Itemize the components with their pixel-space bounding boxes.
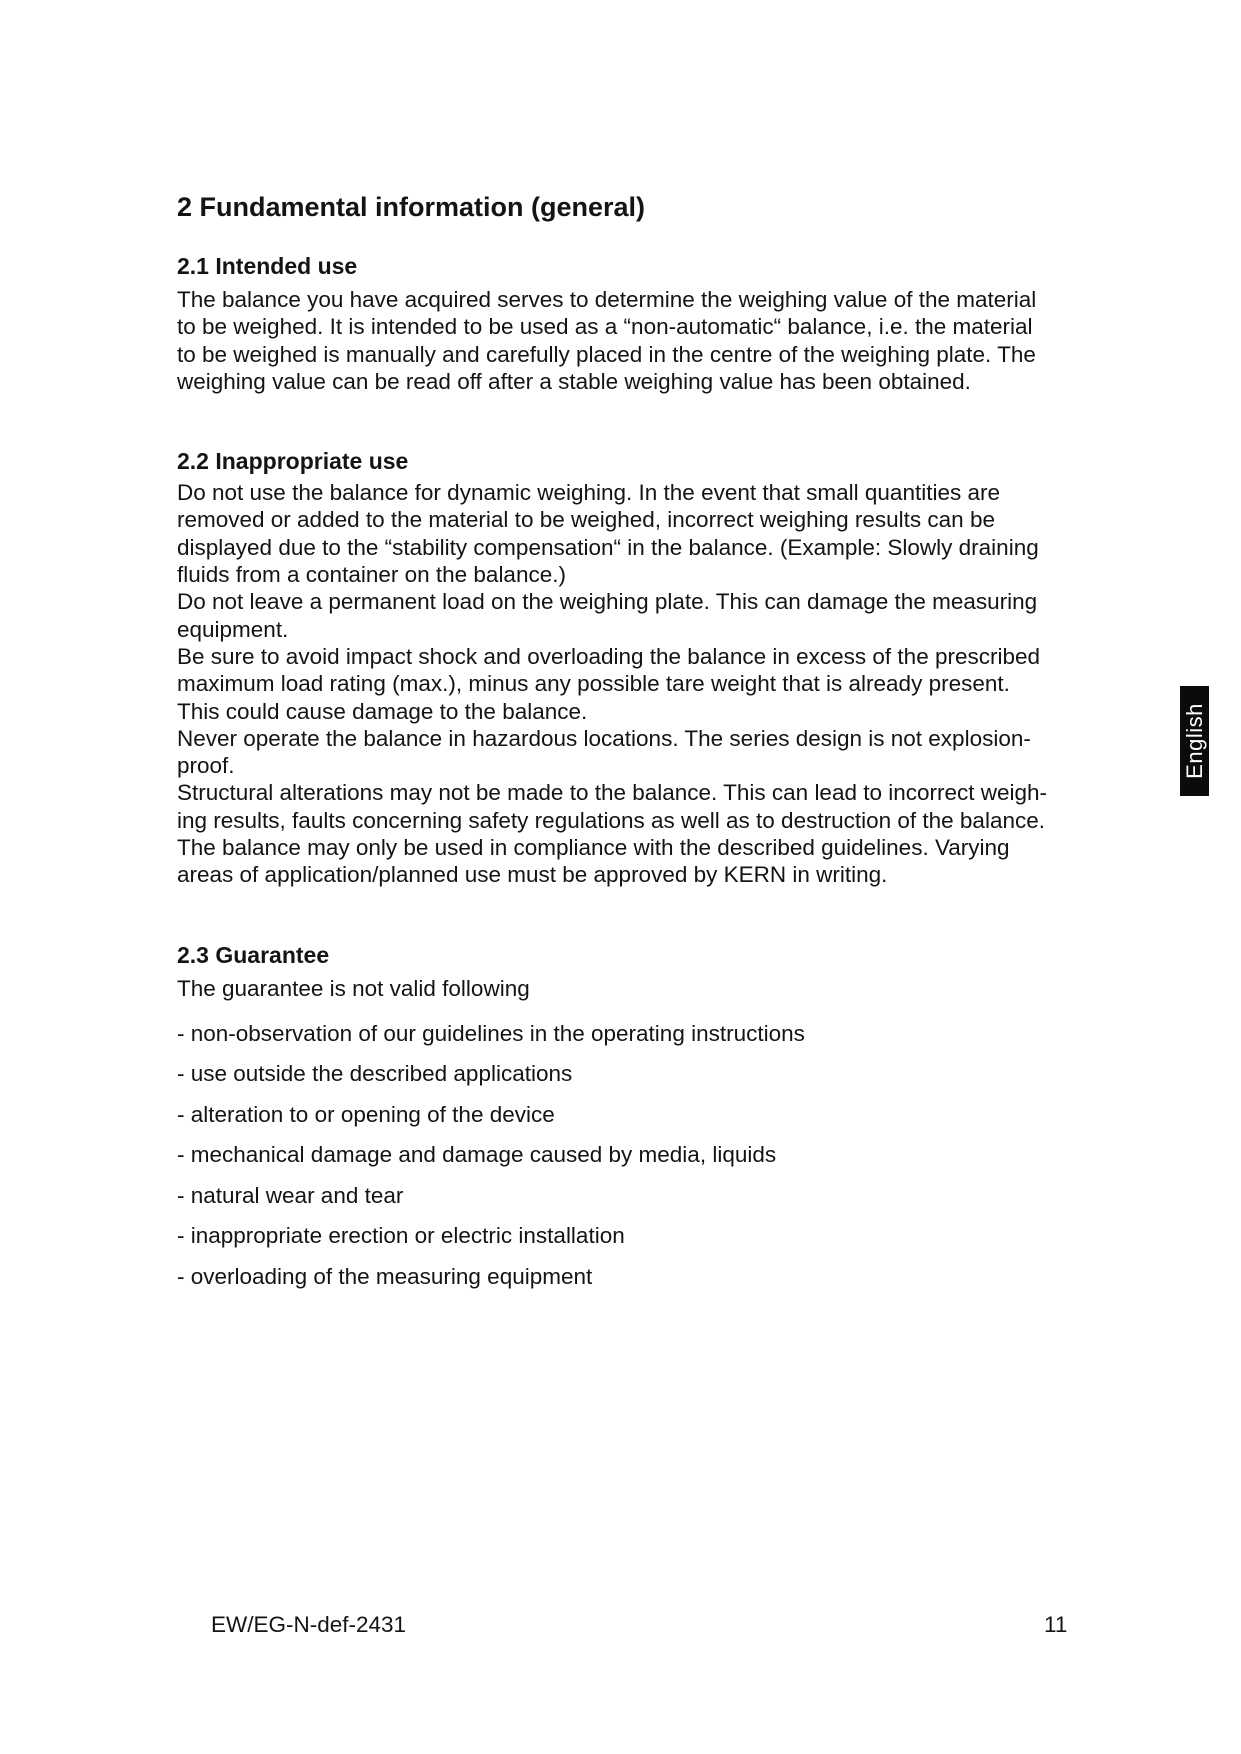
list-item: - mechanical damage and damage caused by media, liquids <box>177 1142 777 1168</box>
section-title-intended-use: 2.1 Intended use <box>177 253 358 279</box>
section-title-inappropriate-use: 2.2 Inappropriate use <box>177 448 409 475</box>
list-item: - use outside the described applications <box>177 1061 573 1087</box>
text-line: displayed due to the “stability compensation“ in the balance. (Example: Slowly draining <box>177 534 1039 560</box>
text-line: maximum load rating (max.), minus any possible tare weight that is already present. <box>177 671 1010 697</box>
text-line: The balance you have acquired serves to determine the weighing value of the material <box>177 287 1037 312</box>
text-line: ing results, faults concerning safety regulations as well as to destruction of the balance. <box>177 807 1045 833</box>
list-item: - inappropriate erection or electric installation <box>177 1223 625 1249</box>
list-item: - natural wear and tear <box>177 1182 404 1208</box>
language-tab-label: English <box>1181 703 1207 779</box>
list-item: - overloading of the measuring equipment <box>177 1263 593 1289</box>
text-line: proof. <box>177 753 235 779</box>
chapter-heading: 2 Fundamental information (general) <box>177 192 646 222</box>
text-line: Do not leave a permanent load on the weighing plate. This can damage the measuring <box>177 589 1038 615</box>
list-item: - alteration to or opening of the device <box>177 1101 555 1127</box>
list-item: - non-observation of our guidelines in the operating instructions <box>177 1020 805 1046</box>
guarantee-exclusions-list <box>177 1014 1107 1298</box>
text-line: Do not use the balance for dynamic weighing. In the event that small quantities are <box>177 480 1000 506</box>
intended-use-paragraph <box>177 286 1107 395</box>
text-line: fluids from a container on the balance.) <box>177 562 566 588</box>
text-line: areas of application/planned use must be approved by KERN in writing. <box>177 862 888 888</box>
text-line: Be sure to avoid impact shock and overloading the balance in excess of the prescribed <box>177 643 1041 669</box>
guarantee-intro: The guarantee is not valid following <box>177 975 530 1001</box>
page-content <box>177 188 1107 1297</box>
inappropriate-use-paragraph <box>177 479 1107 888</box>
document-code: EW/EG-N-def-2431 <box>211 1612 407 1637</box>
text-line: to be weighed. It is intended to be used as a “non-automatic“ balance, i.e. the material <box>177 314 1033 340</box>
language-tab <box>1180 686 1209 796</box>
text-line: The balance may only be used in compliance with the described guidelines. Varying <box>177 835 1010 861</box>
text-line: weighing value can be read off after a stable weighing value has been obtained. <box>177 368 971 394</box>
text-line: Structural alterations may not be made to the balance. This can lead to incorrect weigh- <box>177 780 1048 806</box>
section-title-guarantee: 2.3 Guarantee <box>177 941 330 968</box>
page-number: 11 <box>1044 1612 1068 1637</box>
text-line: Never operate the balance in hazardous locations. The series design is not explosion- <box>177 725 1031 751</box>
text-line: removed or added to the material to be weighed, incorrect weighing results can be <box>177 507 995 533</box>
text-line: to be weighed is manually and carefully placed in the centre of the weighing plate. The <box>177 341 1036 367</box>
text-line: This could cause damage to the balance. <box>177 698 588 724</box>
text-line: equipment. <box>177 616 289 642</box>
